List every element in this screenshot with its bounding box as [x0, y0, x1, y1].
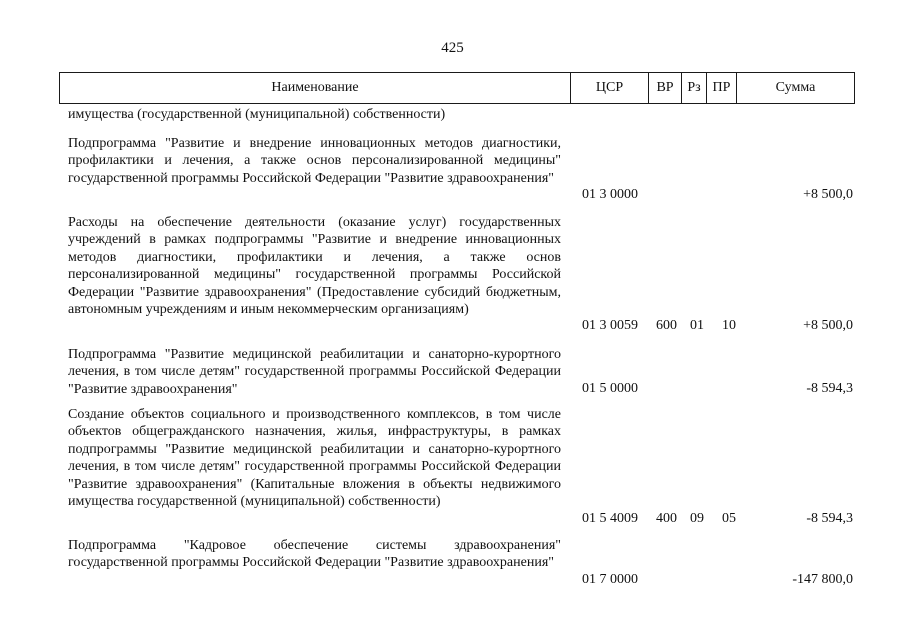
row-vr: 400: [656, 511, 677, 526]
row-name: Подпрограмма "Развитие медицинской реабилитации и санаторно-курортного лечения, в том числе детям" государственной программы Российской Федерации "Развитие здравоохранения": [68, 347, 561, 397]
column-header-sum: Сумма: [775, 80, 816, 95]
column-header-pr: ПР: [707, 73, 737, 103]
row-pr: 05: [722, 511, 736, 526]
table-row: [0, 214, 905, 339]
row-name: Создание объектов социального и производственного комплексов, в том числе объектов общегражданского назначения, жилья, инфраструктуры, в рамках подпрограммы "Развитие медицинской реабилитации и санаторно-курортного лечения, в том числе детям" государственной программы Российской Федерации "Развитие здравоохранения" (Капитальные вложения в объекты недвижимого имущества государственной (муниципальной) собственности): [68, 407, 561, 510]
column-header-rz: Рз: [682, 73, 707, 103]
row-vr: 600: [656, 318, 677, 333]
row-name: Расходы на обеспечение деятельности (оказание услуг) государственных учреждений в рамках подпрограммы "Развитие и внедрение инновационных методов диагностики, профилактики и лечения, а также основ персонализированной медицины" государственной программы Российской Федерации "Развитие здравоохранения" (Предоставление субсидий бюджетным, автономным учреждениям и иным некоммерческим организациям): [68, 215, 561, 318]
row-pr: 10: [722, 318, 736, 333]
table-row: [0, 106, 905, 126]
table-row: [0, 135, 905, 207]
row-csr: 01 7 0000: [582, 572, 638, 587]
row-sum: +8 500,0: [803, 318, 853, 333]
row-name: Подпрограмма "Кадровое обеспечение системы здравоохранения" государственной программы Российской Федерации "Развитие здравоохранения": [68, 538, 561, 571]
column-header-name: Наименование: [60, 73, 571, 103]
table-row: [0, 537, 905, 597]
row-csr: 01 3 0000: [582, 187, 638, 202]
page-number: 425: [441, 40, 464, 56]
row-csr: 01 5 4009: [582, 511, 638, 526]
row-name: имущества (государственной (муниципальной) собственности): [68, 107, 446, 122]
table-row: [0, 346, 905, 401]
row-rz: 09: [690, 511, 704, 526]
row-rz: 01: [690, 318, 704, 333]
row-sum: -8 594,3: [806, 511, 853, 526]
column-header-csr: ЦСР: [571, 73, 649, 103]
row-csr: 01 3 0059: [582, 318, 638, 333]
table-header: [59, 72, 855, 104]
row-sum: -147 800,0: [792, 572, 853, 587]
row-sum: -8 594,3: [806, 381, 853, 396]
row-name: Подпрограмма "Развитие и внедрение инновационных методов диагностики, профилактики и лечения, а также основ персонализированной медицины" государственной программы Российской Федерации "Развитие здравоохранения": [68, 136, 561, 186]
row-sum: +8 500,0: [803, 187, 853, 202]
column-header-vr: ВР: [649, 73, 682, 103]
row-csr: 01 5 0000: [582, 381, 638, 396]
table-row: [0, 406, 905, 531]
